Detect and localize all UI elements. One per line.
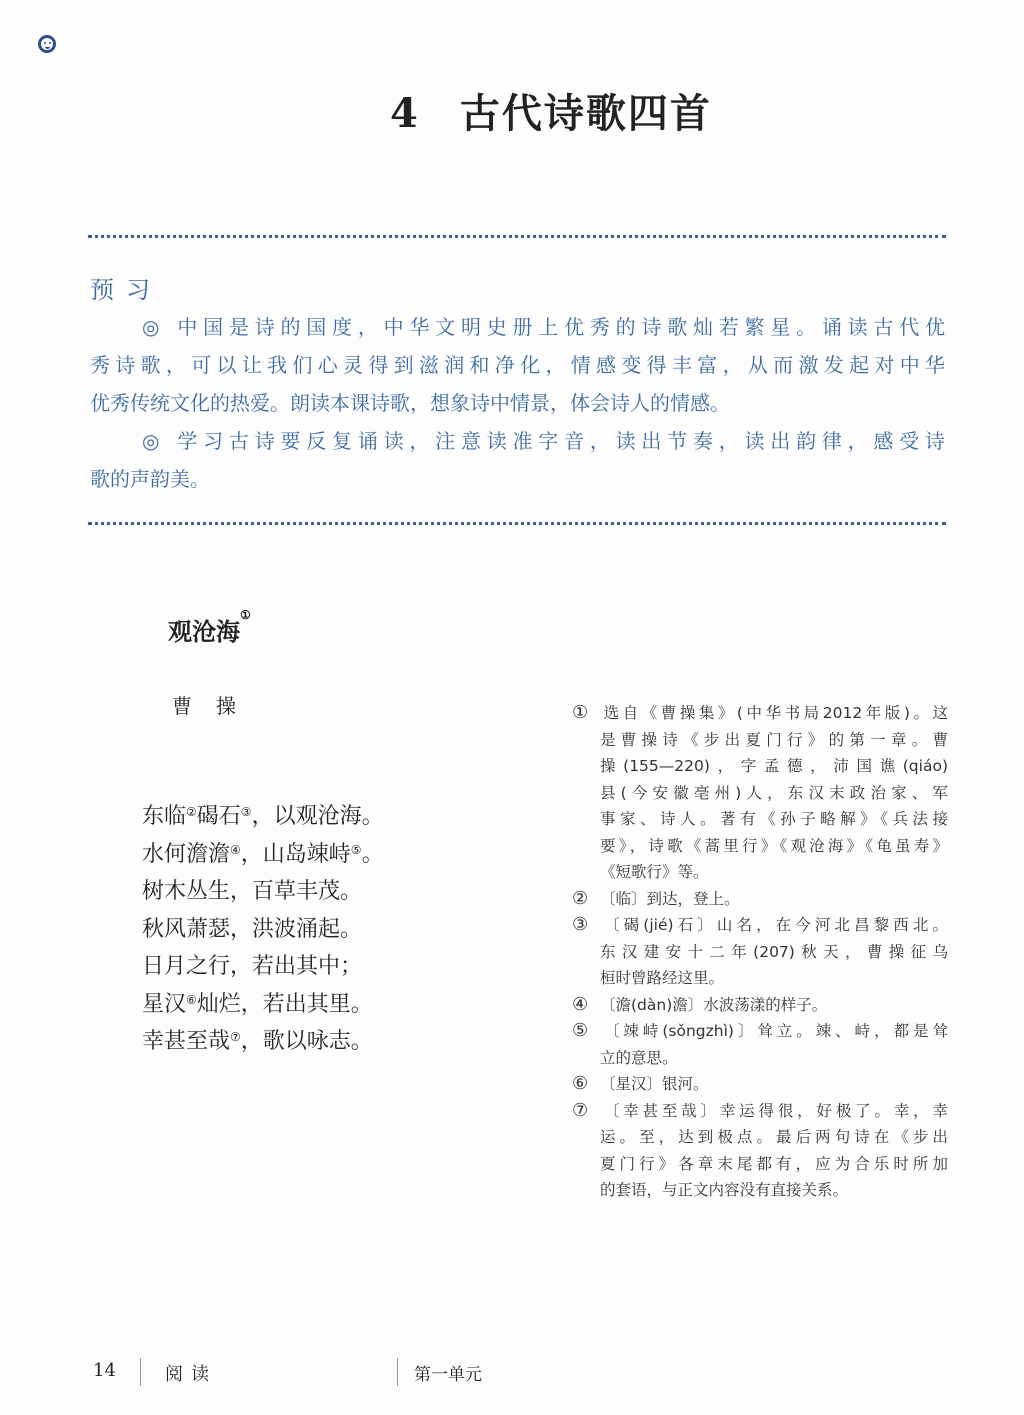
footnote-line: 选自《曹操集》(中华书局2012年版)。这: [600, 704, 948, 722]
footnote-ref: ②: [186, 805, 197, 819]
poem-author: 曹操: [172, 694, 260, 718]
footnote-line: 是曹操诗《步出夏门行》的第一章。曹: [600, 730, 948, 749]
footnote-marker: ⑦: [572, 1099, 589, 1121]
preview-line: ◎ 学习古诗要反复诵读，注意读准字音，读出节奏，读出韵律，感受诗: [142, 429, 945, 453]
divider-top: [88, 235, 946, 238]
preview-heading: 预习: [90, 276, 162, 304]
footnote-marker: ①: [572, 702, 589, 723]
poem-text: 星汉: [142, 991, 187, 1017]
lesson-number: 4: [390, 90, 420, 137]
footnote: [572, 912, 948, 992]
poem-text: 秋风萧瑟，洪波涌起。: [142, 916, 363, 942]
poem-text: 。: [361, 841, 384, 867]
footnote-marker: ⑤: [572, 1020, 589, 1041]
footnote-ref: ③: [240, 805, 252, 819]
page-number: 14: [93, 1360, 116, 1381]
footnote-line: 《短歌行》等。: [600, 863, 709, 881]
poem-line: [142, 836, 384, 874]
preview-text: [90, 308, 945, 498]
footnote-line: 运。至，达到极点。最后两句诗在《步出: [600, 1128, 948, 1146]
smiley-icon: [38, 35, 56, 53]
footnote-line: 〔碣(jié)石〕山名，在今河北昌黎西北。: [600, 916, 948, 934]
footnote-line: 〔星汉〕银河。: [600, 1075, 709, 1093]
footnote-marker: ④: [572, 993, 589, 1015]
footnote-ref: ④: [230, 842, 241, 857]
preview-line: 秀诗歌，可以让我们心灵得到滋润和净化，情感变得丰富，从而激发起对中华: [90, 353, 945, 377]
poem-line: [142, 873, 384, 911]
footnote: [572, 886, 948, 913]
poem-text: ，山岛竦峙: [240, 841, 351, 867]
poem-line: [142, 1023, 384, 1061]
footnote-line: 桓时曾路经这里。: [600, 969, 725, 987]
lesson-title-text: 古代诗歌四首: [459, 90, 712, 137]
lesson-title: [390, 82, 712, 139]
footnote-line: 〔幸甚至哉〕幸运得很，好极了。幸，幸: [600, 1101, 948, 1120]
footnote-line: 要》，诗歌《蒿里行》《观沧海》《龟虽寿》: [600, 836, 948, 855]
footnotes: [572, 700, 948, 1204]
poem-text: 碣石: [196, 804, 241, 829]
footnote-line: 县(今安徽亳州)人，东汉末政治家、军: [600, 783, 948, 802]
footnote: [572, 1098, 948, 1204]
poem-text: 水何澹澹: [142, 841, 231, 867]
footnote-line: 操(155—220)，字孟德，沛国谯(qiáo): [600, 757, 948, 775]
footnote-line: 〔澹(dàn)澹〕水波荡漾的样子。: [600, 995, 828, 1014]
footnote-line: 〔竦峙(sǒngzhì)〕耸立。竦、峙，都是耸: [600, 1022, 948, 1040]
poem-text: ，歌以咏志。: [240, 1029, 373, 1054]
footnote-ref: ⑦: [230, 1030, 241, 1044]
footnote: [572, 1071, 948, 1098]
footnote-line: 夏门行》各章末尾都有，应为合乐时所加: [600, 1154, 948, 1173]
poem-body: [142, 798, 384, 1061]
footnote-line: 〔临〕到达，登上。: [600, 889, 740, 908]
footer-section: 阅读: [165, 1364, 217, 1385]
poem-text: ，以观沧海。: [251, 804, 384, 829]
footnote-ref: ⑥: [186, 992, 197, 1007]
footnote-ref: ①: [240, 608, 251, 622]
footnote: [572, 700, 948, 886]
footnote-marker: ⑥: [572, 1073, 589, 1094]
divider-bottom: [88, 522, 946, 525]
footnote: [572, 992, 948, 1019]
preview-line: 歌的声韵美。: [90, 467, 210, 491]
footnote-ref: ⑤: [350, 842, 362, 857]
footnote-line: 的套语，与正文内容没有直接关系。: [600, 1181, 849, 1199]
poem-title: 观沧海①: [168, 608, 251, 646]
footnote-line: 立的意思。: [600, 1048, 678, 1067]
poem-line: [142, 986, 384, 1024]
footnote: [572, 1018, 948, 1071]
footer-divider: [140, 1358, 141, 1386]
poem-line: [142, 948, 384, 986]
footer-divider: [397, 1358, 398, 1386]
footnote-marker: ②: [572, 887, 589, 909]
preview-line: ◎ 中国是诗的国度，中华文明史册上优秀的诗歌灿若繁星。诵读古代优: [142, 315, 945, 339]
footer-unit: 第一单元: [414, 1365, 482, 1385]
poem-line: [142, 911, 384, 949]
footnote-line: 事家、诗人。著有《孙子略解》《兵法接: [600, 810, 948, 828]
poem-text: 灿烂，若出其里。: [196, 991, 373, 1017]
poem-text: 东临: [142, 804, 187, 829]
footnote-line: 东汉建安十二年(207)秋天，曹操征乌: [600, 942, 948, 961]
preview-line: 优秀传统文化的热爱。朗读本课诗歌，想象诗中情景，体会诗人的情感。: [90, 391, 730, 415]
poem-text: 幸甚至哉: [142, 1029, 231, 1054]
poem-text: 日月之行，若出其中；: [142, 954, 363, 979]
poem-text: 树木丛生，百草丰茂。: [142, 879, 363, 904]
footnote-marker: ③: [572, 914, 589, 935]
poem-line: [142, 798, 384, 836]
